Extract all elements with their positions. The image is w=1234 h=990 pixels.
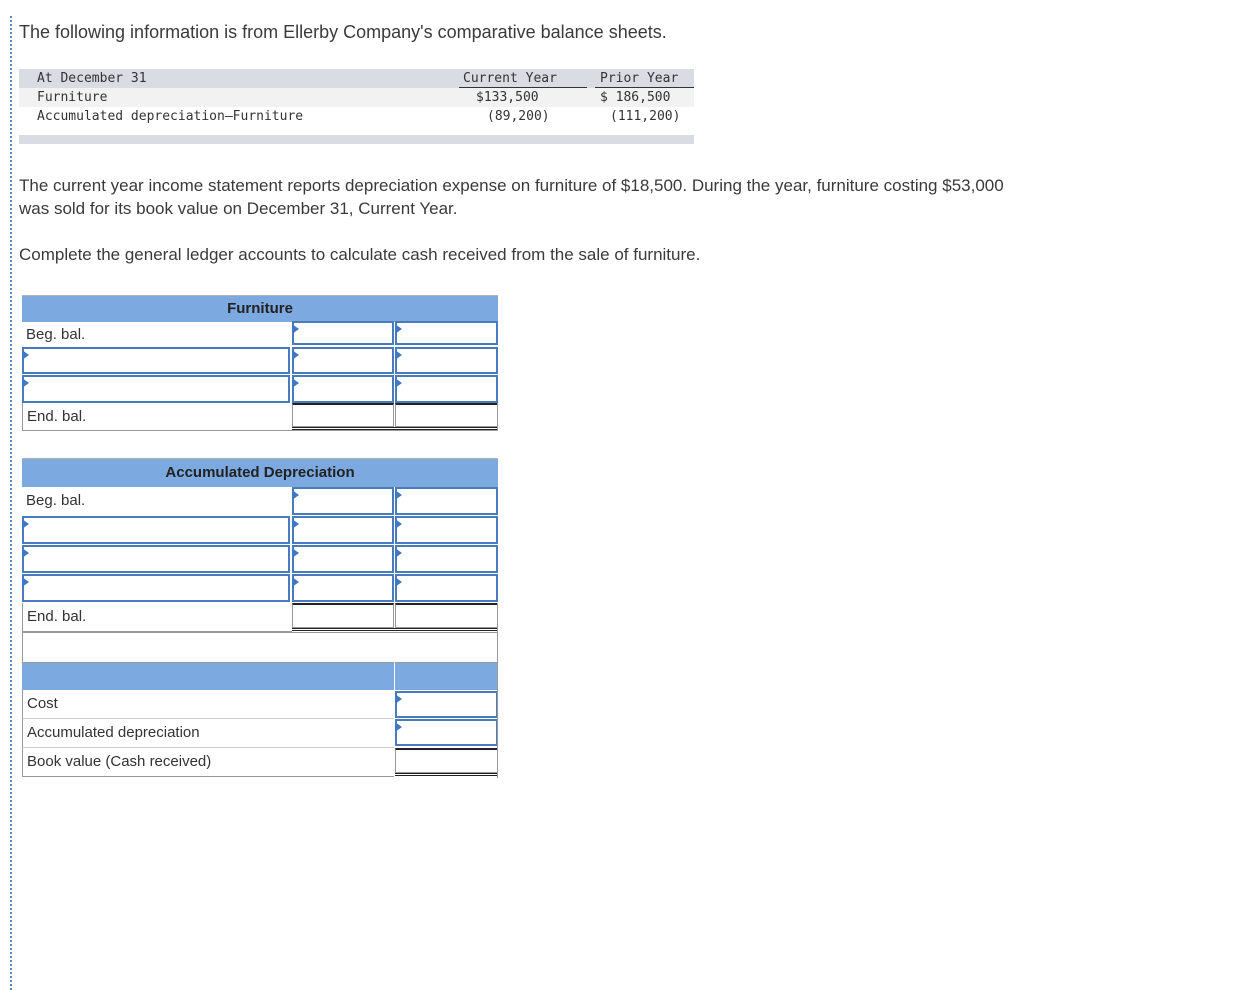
accum-credit-input[interactable]	[395, 516, 498, 544]
dropdown-arrow-icon	[292, 490, 299, 500]
accum-debit-input[interactable]	[292, 487, 394, 515]
dropdown-arrow-icon	[395, 378, 402, 388]
furniture-credit-input[interactable]	[395, 347, 498, 374]
bs-header: At December 31	[37, 71, 147, 86]
accum-credit-input[interactable]	[395, 574, 498, 602]
bs-current-year-label: Current Year	[463, 71, 557, 86]
dropdown-arrow-icon	[395, 577, 402, 587]
dropdown-arrow-icon	[292, 519, 299, 529]
dropdown-arrow-icon	[395, 722, 402, 732]
summary-header	[22, 662, 394, 690]
bs-row-label: Accumulated depreciation—Furniture	[37, 109, 304, 124]
bs-row-label: Furniture	[37, 90, 108, 105]
accum-end-debit[interactable]	[292, 603, 394, 628]
furniture-credit-input[interactable]	[395, 375, 498, 403]
accum-label-input[interactable]	[22, 516, 290, 544]
furniture-label-input[interactable]	[22, 375, 290, 403]
problem-text: The current year income statement reports depreciation expense on furniture of $18,500. During the year, furniture costing $53,000 was sold for its book value on December 31, Current Year.	[19, 176, 1004, 218]
summary-book-value-label: Book value (Cash received)	[22, 748, 394, 777]
dropdown-arrow-icon	[22, 548, 29, 558]
accumulated-depreciation-ledger	[22, 458, 498, 662]
accum-end-credit[interactable]	[395, 603, 498, 628]
accum-label-input[interactable]	[22, 574, 290, 602]
furniture-beg-label: Beg. bal.	[26, 326, 86, 343]
furniture-ledger	[22, 295, 498, 430]
dropdown-arrow-icon	[292, 548, 299, 558]
balance-sheet-table	[19, 69, 694, 144]
summary-book-value-input[interactable]	[395, 748, 498, 773]
accum-ledger-title: Accumulated Depreciation	[22, 458, 498, 487]
instruction-text: Complete the general ledger accounts to calculate cash received from the sale of furniture.	[19, 245, 701, 264]
furniture-debit-input[interactable]	[292, 347, 394, 374]
furniture-end-debit[interactable]	[292, 403, 394, 427]
furniture-ledger-title: Furniture	[22, 295, 498, 322]
dropdown-arrow-icon	[395, 324, 402, 334]
summary-cost-input[interactable]	[395, 691, 498, 718]
accum-debit-input[interactable]	[292, 545, 394, 573]
furniture-end-credit[interactable]	[395, 403, 498, 427]
accum-credit-input[interactable]	[395, 545, 498, 573]
dropdown-arrow-icon	[292, 350, 299, 360]
dropdown-arrow-icon	[22, 577, 29, 587]
accum-beg-label: Beg. bal.	[26, 492, 86, 509]
dropdown-arrow-icon	[292, 378, 299, 388]
accum-credit-input[interactable]	[395, 487, 498, 515]
dropdown-arrow-icon	[395, 548, 402, 558]
dropdown-arrow-icon	[292, 577, 299, 587]
bs-row-prior: (111,200)	[610, 109, 681, 124]
furniture-credit-input[interactable]	[395, 321, 498, 345]
dropdown-arrow-icon	[292, 324, 299, 334]
summary-accum-input[interactable]	[395, 719, 498, 746]
left-border	[10, 16, 12, 990]
dropdown-arrow-icon	[395, 694, 402, 704]
bs-row-current: (89,200)	[487, 109, 550, 124]
summary-cost-label: Cost	[22, 690, 394, 719]
dropdown-arrow-icon	[395, 519, 402, 529]
bs-prior-year-label: Prior Year	[600, 71, 679, 86]
bs-row-prior: $ 186,500	[600, 90, 671, 105]
dropdown-arrow-icon	[22, 519, 29, 529]
intro-text: The following information is from Ellerby Company's comparative balance sheets.	[19, 22, 667, 42]
furniture-end-label: End. bal.	[22, 403, 292, 431]
furniture-label-input[interactable]	[22, 347, 290, 374]
furniture-debit-input[interactable]	[292, 375, 394, 403]
accum-label-input[interactable]	[22, 545, 290, 573]
furniture-debit-input[interactable]	[292, 321, 394, 345]
dropdown-arrow-icon	[22, 378, 29, 388]
summary-accum-label: Accumulated depreciation	[22, 719, 394, 748]
accum-end-label: End. bal.	[22, 603, 292, 632]
bs-row-current: $133,500	[476, 90, 539, 105]
dropdown-arrow-icon	[22, 350, 29, 360]
dropdown-arrow-icon	[395, 490, 402, 500]
accum-debit-input[interactable]	[292, 516, 394, 544]
cash-received-table	[22, 662, 498, 778]
accum-debit-input[interactable]	[292, 574, 394, 602]
dropdown-arrow-icon	[395, 350, 402, 360]
